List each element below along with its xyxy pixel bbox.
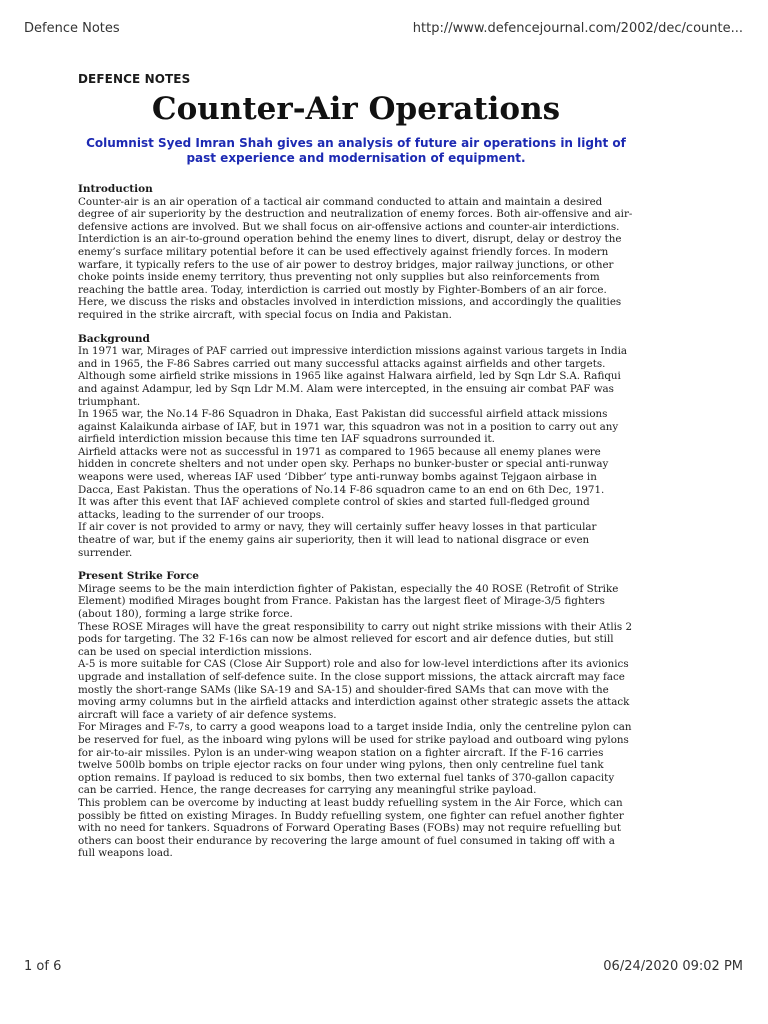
paragraph: In 1965 war, the No.14 F-86 Squadron in Dhaka, East Pakistan did successful airfield attack missions against Kalaikunda airbase of IAF, but in 1971 war, this squadron was not in a position to carry out any airfield interdiction mission because this time ten IAF squadrons surrounded it.: [78, 408, 619, 446]
article: [78, 70, 634, 860]
paragraph: This problem can be overcome by inducting at least buddy refuelling system in the Air Force, which can possibly be fitted on existing Mirages. In Buddy refuelling system, one fighter can refuel another fighter with no need for tankers. Squadrons of Forward Operating Bases (FOBs) may not require refuelling but others can boost their endurance by recovering the large amount of fuel consumed in taking off with a full weapons load.: [78, 796, 624, 860]
article-title: Counter-Air Operations: [151, 91, 561, 127]
paragraph: It was after this event that IAF achieved complete control of skies and started full-fledged ground attacks, leading to the surrender of our troops.: [78, 496, 590, 521]
paragraph: In 1971 war, Mirages of PAF carried out impressive interdiction missions against various targets in India and in 1965, the F-86 Sabres carried out many successful attacks against airfields and other targets.: [78, 345, 628, 370]
paragraph: These ROSE Mirages will have the great responsibility to carry out night strike missions with their Atlis 2 pods for targeting. The 32 F-16s can now be almost relieved for escort and air defence duties, but still can be used on special interdiction missions.: [78, 620, 633, 658]
paragraph: Mirage seems to be the main interdiction fighter of Pakistan, especially the 40 ROSE (Retrofit of Strike Element) modified Mirages bought from France. Pakistan has the largest fleet of Mirage-3/5 fighters (about 180), forming a large strike force.: [78, 582, 619, 620]
footer-datetime: 06/24/2020 09:02 PM: [603, 959, 743, 974]
section-heading: Present Strike Force: [78, 570, 199, 583]
section-heading: Background: [78, 332, 150, 345]
header-url: http://www.defencejournal.com/2002/dec/counte...: [412, 21, 743, 36]
section-introduction: [78, 183, 634, 322]
paragraph: Counter-air is an air operation of a tactical air command conducted to attain and maintain a desired degree of air superiority by the destruction and neutralization of enemy forces. Both air-offensive and air-defensive actions are involved. But we shall focus on air-offensive actions and counter-air interdictions.: [78, 195, 633, 233]
paragraph: A-5 is more suitable for CAS (Close Air Support) role and also for low-level interdictions after its avionics upgrade and installation of self-defence suite. In the close support missions, the attack aircraft may face mostly the short-range SAMs (like SA-19 and SA-15) and shoulder-fired SAMs that can move with the moving army columns but in the airfield attacks and interdiction against other strategic assets the attack aircraft will face a variety of air defence systems.: [78, 658, 630, 721]
header-site-name: Defence Notes: [24, 21, 120, 36]
section-background: [78, 333, 634, 560]
article-kicker: DEFENCE NOTES: [78, 72, 191, 86]
paragraph: Here, we discuss the risks and obstacles involved in interdiction missions, and accordingly the qualities required in the strike aircraft, with special focus on India and Pakistan.: [78, 296, 622, 321]
section-heading: Introduction: [78, 183, 153, 195]
footer-page-number: 1 of 6: [24, 959, 62, 974]
section-present-strike-force: [78, 570, 634, 860]
paragraph: Airfield attacks were not as successful in 1971 as compared to 1965 because all enemy planes were hidden in concrete shelters and not under open sky. Perhaps no bunker-buster or special anti-runway weapons were used, whereas IAF used ‘Dibber’ type anti-runway bombs against Tejgaon airbase in Dacca, East Pakistan. Thus the operations of No.14 F-86 squadron came to an end on 6th Dec, 1971.: [78, 445, 609, 496]
paragraph: Interdiction is an air-to-ground operation behind the enemy lines to divert, disrupt, delay or destroy the enemy’s surface military potential before it can be used effectively against friendly forces. In modern warfare, it typically refers to the use of air power to destroy bridges, major railway junctions, or other choke points inside enemy territory, thus preventing not only supplies but also reinforcements from reaching the battle area. Today, interdiction is carried out mostly by Fighter-Bombers of an air force.: [78, 233, 622, 296]
article-lede: Columnist Syed Imran Shah gives an analysis of future air operations in light of past experience and modernisation of equipment.: [86, 136, 626, 165]
paragraph: If air cover is not provided to army or navy, they will certainly suffer heavy losses in that particular theatre of war, but if the enemy gains air superiority, then it will lead to national disgrace or even surrender.: [78, 521, 597, 559]
paragraph: Although some airfield strike missions in 1965 like against Halwara airfield, led by Sqn Ldr S.A. Rafiqui and against Adampur, led by Sqn Ldr M.M. Alam were intercepted, in the ensuing air combat PAF was triumphant.: [78, 370, 621, 408]
paragraph: For Mirages and F-7s, to carry a good weapons load to a target inside India, only the centreline pylon can be reserved for fuel, as the inboard wing pylons will be used for strike payload and outboard wing pylons for air-to-air missiles. Pylon is an under-wing weapon station on a fighter aircraft. If the F-16 carries twelve 500lb bombs on triple ejector racks on four under wing pylons, then only centreline fuel tank option remains. If payload is reduced to six bombs, then two external fuel tanks of 370-gallon capacity can be carried. Hence, the range decreases for carrying any meaningful strike payload.: [78, 721, 632, 797]
